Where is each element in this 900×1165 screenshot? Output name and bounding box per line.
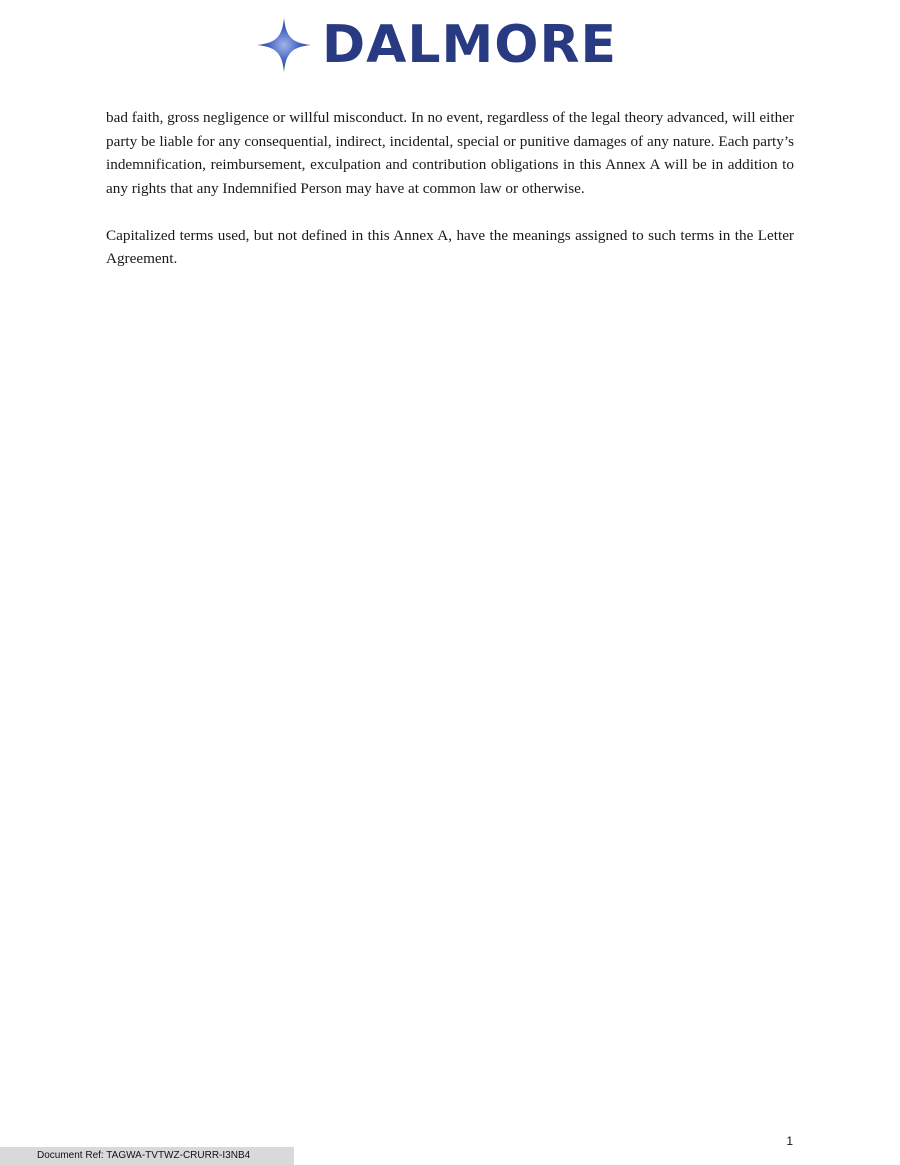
company-logo bbox=[256, 16, 617, 74]
logo-wordmark: DALMORE bbox=[322, 15, 618, 75]
page-number: 1 bbox=[786, 1134, 793, 1148]
star-icon bbox=[256, 17, 312, 73]
paragraph-capitalized-terms: Capitalized terms used, but not defined in this Annex A, have the meanings assigned to such terms in the Letter Agreement. bbox=[106, 226, 794, 267]
document-body bbox=[106, 106, 794, 271]
paragraph-indemnification: bad faith, gross negligence or willful misconduct. In no event, regardless of the legal theory advanced, will either party be liable for any consequential, indirect, incidental, special or punitive damages of any nature. Each party’s indemnification, reimbursement, exculpation and contribution obligations in this Annex A will be in addition to any rights that any Indemnified Person may have at common law or otherwise. bbox=[106, 109, 794, 197]
document-reference: Document Ref: TAGWA-TVTWZ-CRURR-I3NB4 bbox=[0, 1147, 294, 1165]
